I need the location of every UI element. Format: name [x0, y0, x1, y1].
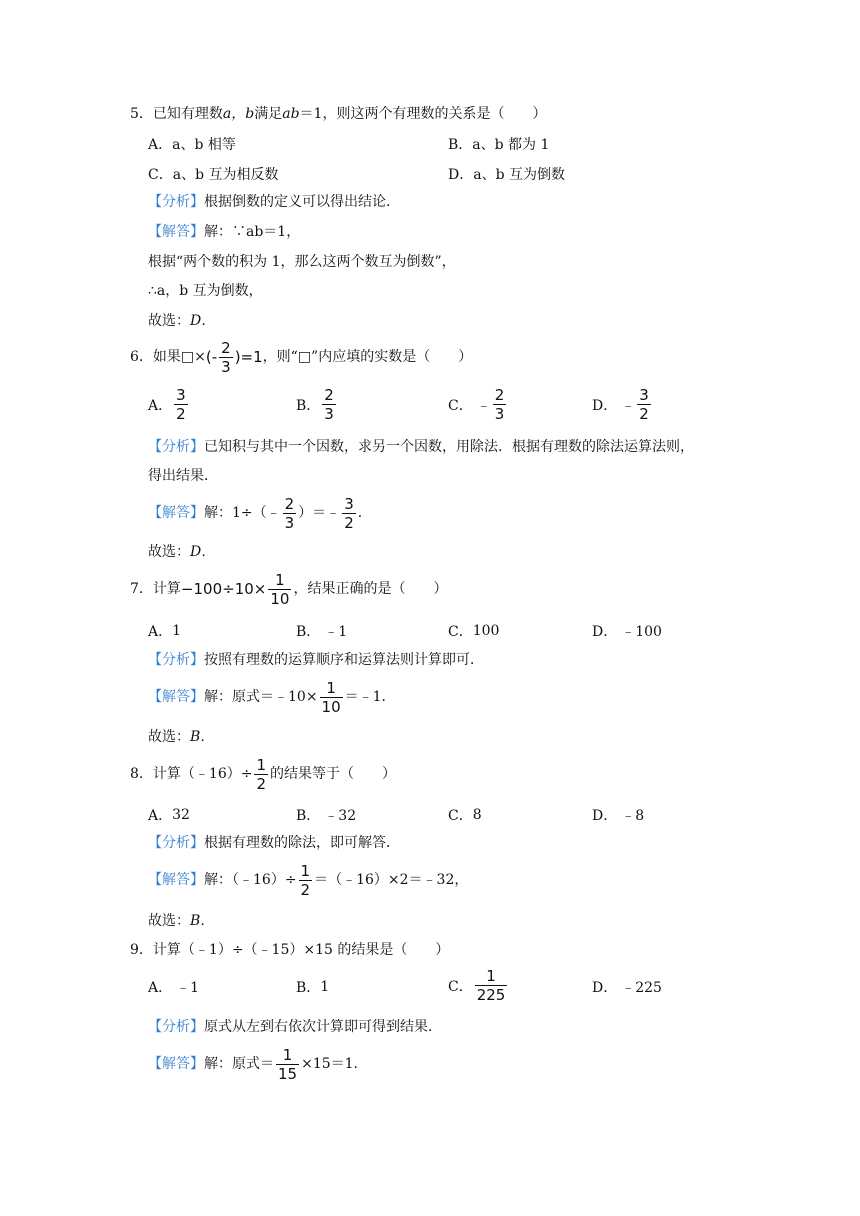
option-text: a、b 相等	[172, 137, 236, 153]
answer-text: ＝﹣1．	[344, 689, 396, 705]
option-label: B．	[448, 137, 473, 153]
final-choice	[148, 912, 214, 930]
option-text: ﹣100	[621, 624, 662, 640]
answer-text: 解：原式＝	[204, 1056, 274, 1072]
option-d	[592, 805, 644, 825]
option-label: D．	[592, 980, 618, 996]
final-choice	[148, 543, 215, 561]
option-label: B．	[296, 980, 321, 996]
option-label: D．	[592, 624, 618, 640]
numerator: 2	[284, 494, 295, 513]
analysis	[148, 651, 484, 669]
stem-text: ＝1，则这两个有理数的关系是（ ）	[299, 106, 547, 122]
denominator: 2	[176, 405, 186, 423]
option-text: 32	[172, 807, 190, 823]
option-label: C．	[148, 167, 173, 183]
question-8-stem	[130, 756, 396, 792]
analysis-text: 按照有理数的运算顺序和运算法则计算即可．	[204, 652, 484, 668]
option-label: C．	[448, 978, 473, 995]
stem-fraction	[254, 757, 268, 792]
numerator: 3	[639, 386, 649, 404]
option-text: 1	[172, 623, 182, 639]
question-number: 5．	[130, 106, 153, 122]
question-7-stem	[130, 572, 447, 606]
answer-text: ×15＝1．	[301, 1056, 368, 1072]
option-label: B．	[296, 808, 321, 824]
analysis	[148, 834, 400, 852]
denominator: 225	[476, 986, 506, 1004]
denominator: 2	[639, 405, 649, 423]
stem-text: ，结果正确的是（ ）	[293, 581, 448, 597]
option-sign: ﹣	[621, 397, 636, 414]
choice-prefix: 故选：	[148, 544, 190, 560]
analysis-text: 得出结果．	[148, 468, 218, 484]
option-text: a、b 互为相反数	[172, 167, 279, 183]
answer-text: ．	[357, 505, 372, 521]
answer-text: 解：∵ab＝1，	[204, 224, 301, 240]
option-fraction	[322, 387, 336, 422]
option-label: B．	[296, 397, 321, 414]
analysis-text: 原式从左到右依次计算即可得到结果．	[204, 1019, 442, 1035]
denominator: 10	[270, 589, 290, 608]
option-c	[148, 164, 278, 184]
answer	[148, 1046, 368, 1082]
stem-text: 计算（﹣16）÷	[152, 766, 253, 782]
numerator: 1	[486, 967, 496, 985]
option-sign: ﹣	[476, 397, 491, 414]
analysis-tag: 【分析】	[148, 835, 204, 851]
answer-fraction	[283, 496, 297, 531]
answer-line	[148, 282, 263, 300]
numerator: 2	[324, 386, 334, 404]
open-paren: (-	[205, 348, 218, 366]
answer-tag: 【解答】	[148, 689, 204, 705]
stem-variables: a，b	[222, 106, 255, 122]
answer-text: ＝（﹣16）×2＝﹣32，	[314, 872, 469, 888]
answer-tag: 【解答】	[148, 1056, 204, 1072]
answer-text: 解：（﹣16）÷	[204, 872, 297, 888]
stem-expression: −100÷10×	[180, 580, 267, 598]
option-label: A．	[148, 397, 173, 414]
analysis	[148, 438, 694, 456]
answer	[148, 223, 300, 241]
option-b	[448, 134, 549, 154]
option-label: D．	[448, 167, 474, 183]
option-text: 100	[472, 623, 500, 639]
question-number: 8．	[130, 766, 153, 782]
option-c	[448, 387, 508, 422]
option-a	[148, 134, 236, 154]
option-a	[148, 977, 199, 997]
option-b	[296, 805, 356, 825]
answer-line	[148, 253, 456, 271]
option-fraction	[637, 387, 651, 422]
option-text: 8	[472, 807, 482, 823]
analysis-text: 根据倒数的定义可以得出结论．	[204, 194, 400, 210]
stem-text: 计算	[152, 581, 181, 597]
answer-text: 解：原式＝﹣10×	[204, 689, 318, 705]
answer-text: ∴a，b 互为倒数，	[148, 283, 263, 299]
choice-value: D．	[190, 544, 216, 560]
final-choice	[148, 312, 215, 330]
option-b	[296, 977, 329, 997]
numerator: 3	[344, 494, 354, 513]
denominator: 2	[344, 513, 354, 532]
analysis-line	[148, 467, 218, 485]
choice-prefix: 故选：	[148, 313, 190, 329]
denominator: 3	[324, 405, 334, 423]
choice-value: D．	[190, 313, 216, 329]
option-text: a、b 都为 1	[472, 137, 550, 153]
option-label: C．	[448, 624, 473, 640]
option-label: A．	[148, 808, 173, 824]
option-fraction	[493, 387, 507, 422]
analysis	[148, 1018, 442, 1036]
choice-value: B．	[190, 729, 215, 745]
answer-fraction	[320, 680, 343, 715]
answer-fraction	[299, 863, 313, 898]
option-label: A．	[148, 137, 173, 153]
stem-text: 计算（﹣1）÷（﹣15）×15 的结果是（ ）	[152, 942, 450, 958]
numerator: 2	[494, 386, 505, 404]
option-c	[448, 621, 499, 641]
analysis-text: 已知积与其中一个因数，求另一个因数，用除法．根据有理数的除法运算法则，	[204, 439, 694, 455]
answer-tag: 【解答】	[148, 505, 204, 521]
option-d	[592, 387, 653, 422]
final-choice	[148, 728, 214, 746]
analysis-text: 根据有理数的除法，即可解答．	[204, 835, 400, 851]
option-text: ﹣32	[324, 808, 357, 824]
option-label: C．	[448, 397, 473, 414]
answer-fraction	[276, 1047, 299, 1082]
option-fraction	[475, 968, 508, 1003]
analysis-tag: 【分析】	[148, 439, 204, 455]
numerator: 1	[326, 678, 336, 697]
option-label: C．	[448, 808, 473, 824]
option-text: ﹣8	[621, 808, 645, 824]
option-a	[148, 621, 181, 641]
stem-text: 如果□×	[152, 349, 206, 365]
stem-text: 已知有理数	[152, 106, 223, 122]
option-a	[148, 387, 190, 422]
denominator: 3	[494, 405, 505, 423]
stem-fraction	[219, 340, 233, 375]
numerator: 1	[282, 1045, 293, 1064]
option-b	[296, 621, 347, 641]
denominator: 15	[278, 1064, 298, 1083]
question-6-stem	[130, 338, 473, 376]
denominator: 2	[256, 774, 267, 793]
numerator: 1	[275, 570, 285, 589]
option-label: D．	[592, 397, 618, 414]
option-b	[296, 387, 338, 422]
numerator: 1	[256, 755, 267, 774]
answer	[148, 679, 396, 715]
choice-prefix: 故选：	[148, 729, 190, 745]
analysis-tag: 【分析】	[148, 652, 204, 668]
question-number: 9．	[130, 942, 153, 958]
option-d	[448, 164, 565, 184]
question-9-stem	[130, 941, 449, 959]
analysis-tag: 【分析】	[148, 1019, 204, 1035]
option-d	[592, 621, 662, 641]
answer	[148, 862, 468, 898]
stem-fraction	[268, 572, 291, 607]
option-label: A．	[148, 980, 173, 996]
option-text: a、b 互为倒数	[473, 167, 565, 183]
option-c	[448, 805, 482, 825]
numerator: 3	[176, 386, 186, 404]
option-text: ﹣1	[324, 624, 348, 640]
option-c	[448, 968, 509, 1003]
question-number: 6．	[130, 349, 153, 365]
denominator: 10	[321, 697, 341, 716]
answer-text: 解：1÷（﹣	[204, 505, 281, 521]
question-5-stem	[130, 105, 546, 123]
stem-text: 的结果等于（ ）	[270, 766, 397, 782]
analysis-tag: 【分析】	[148, 194, 204, 210]
answer-tag: 【解答】	[148, 872, 204, 888]
choice-value: B．	[190, 913, 215, 929]
option-d	[592, 977, 662, 997]
option-label: A．	[148, 624, 173, 640]
option-label: D．	[592, 808, 618, 824]
option-fraction	[174, 387, 188, 422]
stem-expression	[206, 340, 263, 375]
stem-text: 满足	[254, 106, 283, 122]
choice-prefix: 故选：	[148, 913, 190, 929]
answer-text: 根据“两个数的积为 1，那么这两个数互为倒数”，	[148, 254, 456, 270]
stem-variable: ab	[282, 106, 300, 122]
answer-text: ）＝﹣	[298, 505, 341, 521]
stem-text: ，则“□”内应填的实数是（ ）	[262, 349, 473, 365]
denominator: 3	[221, 357, 231, 376]
answer	[148, 495, 372, 531]
close-paren: )=1	[234, 348, 263, 366]
analysis	[148, 193, 400, 211]
numerator: 2	[221, 338, 231, 357]
option-text: ﹣225	[621, 980, 662, 996]
option-a	[148, 805, 190, 825]
denominator: 3	[284, 513, 295, 532]
option-text: ﹣1	[176, 980, 200, 996]
option-label: B．	[296, 624, 321, 640]
question-number: 7．	[130, 581, 153, 597]
option-text: 1	[320, 979, 330, 995]
answer-tag: 【解答】	[148, 224, 204, 240]
answer-fraction	[342, 496, 356, 531]
denominator: 2	[300, 880, 311, 899]
numerator: 1	[300, 861, 311, 880]
